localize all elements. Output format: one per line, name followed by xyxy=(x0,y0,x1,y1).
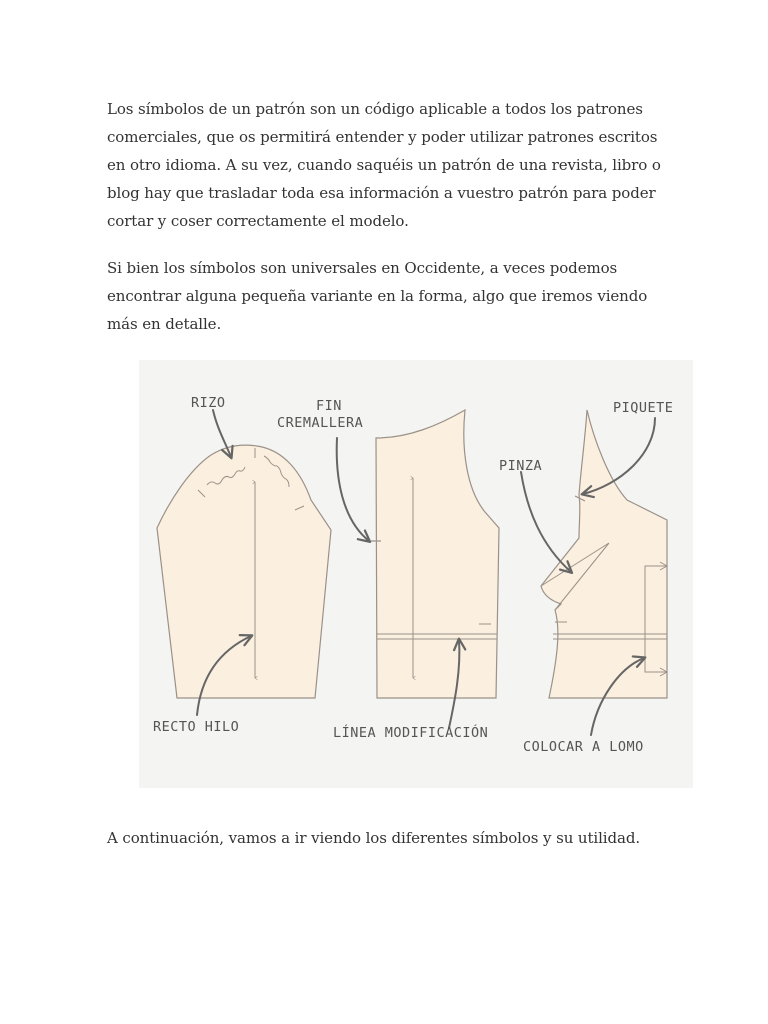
pattern-diagram xyxy=(139,360,693,788)
label-cremallera: CREMALLERA xyxy=(277,415,364,431)
intro-paragraph: Los símbolos de un patrón son un código aplicable a todos los patrones comerciales, que os permitirá entender y poder utilizar patrones escritos en otro idioma. A su vez, cuando saquéis un patrón de una revista, libro o blog hay que trasladar toda esa información a vuestro patrón para poder cortar y coser correctamente el modelo. xyxy=(107,100,661,230)
label-piquete: PIQUETE xyxy=(613,400,674,416)
label-rizo: RIZO xyxy=(191,395,226,411)
bodice-back-piece xyxy=(541,410,667,698)
variants-paragraph: Si bien los símbolos son universales en Occidente, a veces podemos encontrar alguna pequeña variante en la forma, algo que iremos viendo más en detalle. xyxy=(107,259,648,333)
label-colocar-a-lomo: COLOCAR A LOMO xyxy=(523,739,644,755)
bodice-front-piece xyxy=(371,410,499,698)
pattern-symbols-figure xyxy=(139,360,693,788)
continuation-paragraph: A continuación, vamos a ir viendo los diferentes símbolos y su utilidad. xyxy=(107,829,641,847)
label-pinza: PINZA xyxy=(499,458,543,474)
label-fin: FIN xyxy=(316,398,342,414)
fin-cremallera-arrow xyxy=(337,438,369,541)
sleeve-piece xyxy=(157,445,331,698)
label-recto-hilo: RECTO HILO xyxy=(153,719,240,735)
label-linea-modificacion: LÍNEA MODIFICACIÓN xyxy=(333,725,489,741)
